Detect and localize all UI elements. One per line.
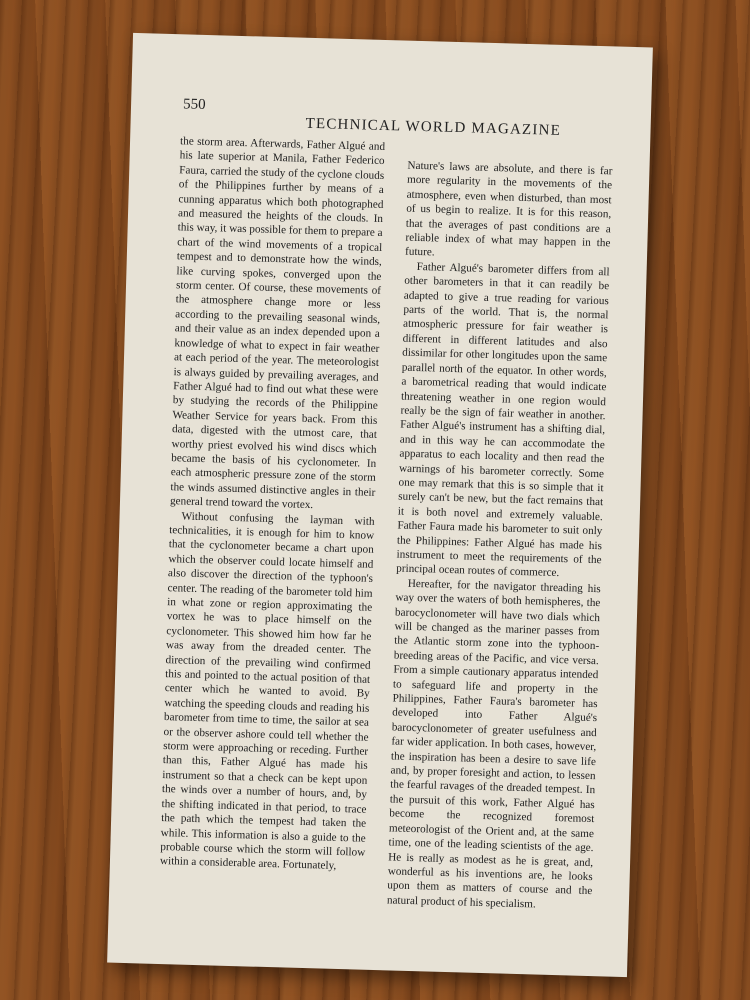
paragraph: Nature's laws are absolute, and there is far more regularity in the movements of the atmosphere, even when disturbed, than most of us begin to realize. It is for this reason, that the averages of past conditions are a reliable index of what may happen in the future. <box>404 159 613 259</box>
right-column <box>387 159 613 914</box>
page-number: 550 <box>182 96 206 113</box>
left-column <box>160 134 385 874</box>
paragraph: Without confusing the layman with technicalities, it is enough for him to know that the cyclonometer became a chart upon which the observer could locate himself and also discover the direction of the typhoon's center. The reading of the barometer told him in what zone or region approximating the vortex he was to place himself on the cyclonometer. This showed him how far he was away from the dreaded center. The direction of the prevailing wind confirmed this and pointed to the actual position of that center which he wanted to avoid. By watching the speeding clouds and reading his barometer from time to time, the sailor at sea or the observer ashore could tell whether the storm were approaching or receding. Further than this, Father Algué has made his instrument so that a check can be kept upon the winds over a number of hours, and, by the shifting indicated in that period, to trace the path which the tempest had taken the while. This information is also a guide to the probable course which the storm will follow within a considerable area. Fortunately, <box>159 510 375 873</box>
magazine-page <box>107 33 653 977</box>
paragraph: the storm area. Afterwards, Father Algué and his late superior at Manila, Father Federico Faura, carried the study of the cyclone clouds of the Philippines further by means of a cunning apparatus which both photographed and measured the heights of the clouds. In this way, it was possible for them to prepare a chart of the wind movements of a tropical tempest and to demonstrate how the winds, like curving spokes, converged upon the storm center. Of course, these movements of the atmosphere change more or less according to the prevailing seasonal winds, and their value as an index depended upon a knowledge of what to expect in fair weather at each period of the year. The meteorologist is always guided by prevailing averages, and Father Algué had to find out what these were by studying the records of the Philippine Weather Service for years back. From this data, digested with the utmost care, that worthy priest evolved his wind discs which became the basis of his cyclonometer. In each atmospheric pressure zone of the storm the winds assumed distinctive angles in their general trend toward the vortex. <box>169 135 386 512</box>
paragraph: Father Algué's barometer differs from all other barometers in that it can readily be adapted to give a true reading for various parts of the world. That is, the normal atmospheric pressure for fair weather is different in different latitudes and also dissimilar for other longitudes upon the same parallel north of the equator. In other words, a barometrical reading that would indicate threatening weather in one region would really be the sign of fair weather in another. Father Algué's instrument has a shifting dial, and in this way he can accommodate the apparatus to each locality and then read the warnings of his barometer correctly. Some one may remark that this is so simple that it surely can't be new, but the fact remains that it is both novel and extremely valuable. Father Faura made his barometer to suit only the Philippines: Father Algué has made his instrument to meet the requirements of the principal ocean routes of commerce. <box>396 260 610 580</box>
running-head: TECHNICAL WORLD MAGAZINE <box>305 115 562 139</box>
paragraph: Hereafter, for the navigator threading his way over the waters of both hemispheres, the barocyclonometer will have two dials which will be changed as the mariner passes from the Atlantic storm zone into the typhoon-breeding areas of the Pacific, and vice versa. From a simple cautionary apparatus intended to safeguard life and property in the Philippines, Father Faura's barometer has developed into Father Algué's barocyclonometer of greater usefulness and far wider application. In both cases, however, the inspiration has been a desire to save life and, by proper foresight and action, to lessen the fearful ravages of the dreaded tempest. In the pursuit of this work, Father Algué has become the recognized foremost meteorologist of the Orient and, at the same time, one of the leading scientists of the age. He is really as modest as he is great, and, wonderful as his inventions are, he looks upon them as matters of course and the natural product of his specialism. <box>386 577 601 911</box>
